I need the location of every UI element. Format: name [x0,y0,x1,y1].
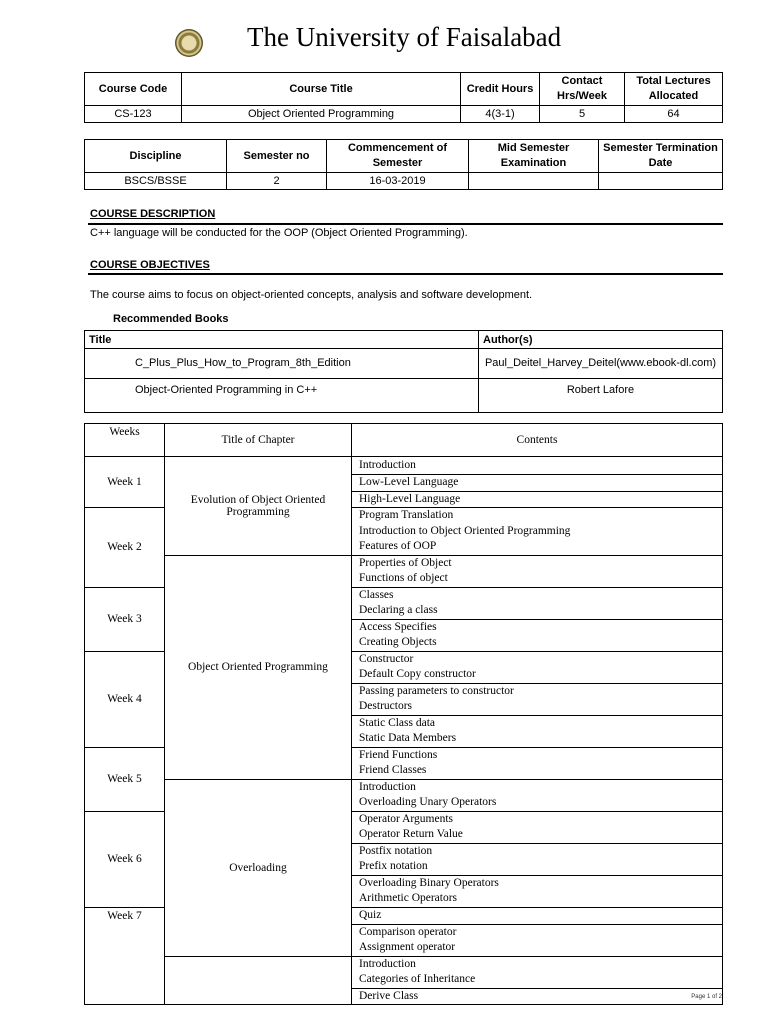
credit-hours: 4(3-1) [461,106,540,123]
header-course-code: Course Code [85,73,182,106]
content-cell: Classes Declaring a class [352,587,723,619]
content-cell: Introduction Overloading Unary Operators [352,779,723,811]
divider [88,273,723,275]
content-cell: Passing parameters to constructor Destructors [352,683,723,715]
course-title: Object Oriented Programming [182,106,461,123]
header-commencement: Commencement of Semester [327,140,469,173]
course-description-heading: COURSE DESCRIPTION [90,208,216,220]
chapter-title [165,956,352,1005]
week-label: Week 3 [85,587,165,651]
content-cell: Access Specifies Creating Objects [352,619,723,651]
chapter-title: Object Oriented Programming [165,555,352,779]
header-course-title: Course Title [182,73,461,106]
total-lectures: 64 [625,106,723,123]
schedule-header-chapter: Title of Chapter [165,424,352,457]
content-cell: Overloading Binary Operators Arithmetic Operators [352,875,723,907]
course-description-text: C++ language will be conducted for the OOP (Object Oriented Programming). [90,227,468,239]
content-cell: High-Level Language [352,491,723,508]
university-seal-icon [175,29,203,57]
content-cell: Postfix notation Prefix notation [352,843,723,875]
discipline: BSCS/BSSE [85,173,227,190]
schedule-header-weeks: Weeks [85,424,165,457]
schedule-table [84,423,723,1005]
course-info-table [84,72,723,123]
content-cell: Introduction [352,457,723,475]
contact-hrs: 5 [540,106,625,123]
content-cell: Quiz [352,907,723,924]
content-cell: Constructor Default Copy constructor [352,651,723,683]
week-label: Week 4 [85,651,165,747]
course-code: CS-123 [85,106,182,123]
header-contact-hrs: Contact Hrs/Week [540,73,625,106]
schedule-header-contents: Contents [352,424,723,457]
header-credit-hours: Credit Hours [461,73,540,106]
recommended-books-heading: Recommended Books [113,313,229,325]
week-label: Week 2 [85,508,165,588]
content-cell: Static Class data Static Data Members [352,715,723,747]
book-author: Paul_Deitel_Harvey_Deitel(www.ebook-dl.com) [479,349,723,379]
content-cell: Derive Class [352,988,723,1005]
termination-date [599,173,723,190]
chapter-title: Overloading [165,779,352,956]
week-label: Week 6 [85,811,165,907]
header-semester-no: Semester no [227,140,327,173]
header-discipline: Discipline [85,140,227,173]
content-cell: Comparison operator Assignment operator [352,924,723,956]
books-header-title: Title [85,331,479,349]
semester-no: 2 [227,173,327,190]
header-termination-date: Semester Termination Date [599,140,723,173]
book-author: Robert Lafore [479,379,723,413]
week-label: Week 1 [85,457,165,508]
books-table [84,330,723,413]
books-header-authors: Author(s) [479,331,723,349]
content-cell: Program Translation Introduction to Object Oriented Programming Features of OOP [352,508,723,556]
mid-semester-date [469,173,599,190]
week-label: Week 7 [85,907,165,1005]
week-label: Week 5 [85,747,165,811]
page-number: Page 1 of 2 [691,994,722,1000]
university-title: The University of Faisalabad [247,22,562,52]
header-total-lectures: Total Lectures Allocated [625,73,723,106]
commencement-date: 16-03-2019 [327,173,469,190]
course-objectives-heading: COURSE OBJECTIVES [90,259,210,271]
course-objectives-text: The course aims to focus on object-oriented concepts, analysis and software development. [90,289,533,301]
header-mid-semester: Mid Semester Examination [469,140,599,173]
book-title: Object-Oriented Programming in C++ [85,379,479,413]
content-cell: Operator Arguments Operator Return Value [352,811,723,843]
semester-info-table [84,139,723,190]
divider [88,223,723,225]
book-title: C_Plus_Plus_How_to_Program_8th_Edition [85,349,479,379]
chapter-title: Evolution of Object Oriented Programming [165,457,352,556]
content-cell: Friend Functions Friend Classes [352,747,723,779]
content-cell: Introduction Categories of Inheritance [352,956,723,988]
content-cell: Properties of Object Functions of object [352,555,723,587]
content-cell: Low-Level Language [352,475,723,492]
